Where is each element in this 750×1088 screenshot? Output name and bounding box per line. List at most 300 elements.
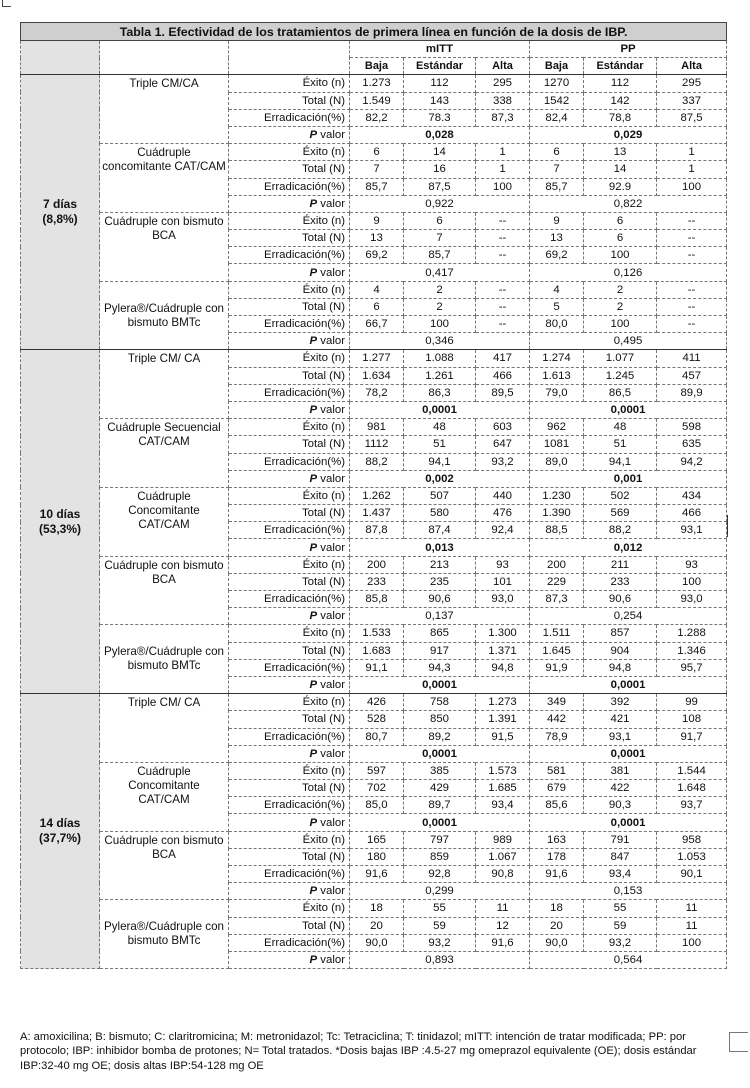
value-cell: 859 <box>404 848 476 865</box>
pvalue-pp: 0,029 <box>530 126 727 143</box>
value-cell: 11 <box>657 900 727 917</box>
metric-label: Total (N) <box>229 848 350 865</box>
metric-label: Total (N) <box>229 642 350 659</box>
value-cell: 7 <box>350 161 404 178</box>
value-cell: 581 <box>530 762 584 779</box>
value-cell: 92,8 <box>404 866 476 883</box>
value-cell: 989 <box>476 831 530 848</box>
value-cell: 1.277 <box>350 350 404 367</box>
metric-label: Erradicación(%) <box>229 316 350 333</box>
value-cell: 18 <box>350 900 404 917</box>
pvalue-word: valor <box>320 335 345 348</box>
value-cell: 758 <box>404 694 476 711</box>
value-cell: 85,7 <box>350 178 404 195</box>
dose-header: Alta <box>657 58 727 75</box>
pvalue-word: valor <box>320 679 345 692</box>
table-row <box>21 281 727 298</box>
value-cell: 90,8 <box>476 866 530 883</box>
value-cell: 86,3 <box>404 384 476 401</box>
value-cell: 100 <box>584 316 657 333</box>
value-cell: 1.371 <box>476 642 530 659</box>
value-cell: 59 <box>584 917 657 934</box>
value-cell: 1.634 <box>350 367 404 384</box>
value-cell: 213 <box>404 556 476 573</box>
value-cell: 87,3 <box>476 109 530 126</box>
metric-label: Erradicación(%) <box>229 866 350 883</box>
metric-label: Éxito (n) <box>229 762 350 779</box>
value-cell: 9 <box>530 212 584 229</box>
value-cell: 7 <box>530 161 584 178</box>
metric-label: Éxito (n) <box>229 281 350 298</box>
pvalue-label <box>229 264 350 281</box>
value-cell: 1.346 <box>657 642 727 659</box>
value-cell: 94,3 <box>404 659 476 676</box>
pvalue-pp: 0,001 <box>530 470 727 487</box>
value-cell: 865 <box>404 625 476 642</box>
table-row <box>21 75 727 92</box>
value-cell: 569 <box>584 505 657 522</box>
value-cell: 90,6 <box>404 591 476 608</box>
value-cell: 91,6 <box>530 866 584 883</box>
value-cell: 442 <box>530 711 584 728</box>
value-cell: 99 <box>657 694 727 711</box>
table-row <box>21 350 727 367</box>
metric-label: Erradicación(%) <box>229 178 350 195</box>
value-cell: 48 <box>404 419 476 436</box>
pvalue-mitt: 0,137 <box>350 608 530 625</box>
value-cell: 91,6 <box>476 934 530 951</box>
value-cell: -- <box>476 281 530 298</box>
value-cell: 1.511 <box>530 625 584 642</box>
value-cell: 235 <box>404 573 476 590</box>
value-cell: 1.067 <box>476 848 530 865</box>
value-cell: 466 <box>657 505 727 522</box>
pvalue-mitt: 0,922 <box>350 195 530 212</box>
metric-label: Éxito (n) <box>229 144 350 161</box>
value-cell: -- <box>657 247 727 264</box>
value-cell: 857 <box>584 625 657 642</box>
value-cell: 85,7 <box>404 247 476 264</box>
value-cell: 429 <box>404 780 476 797</box>
value-cell: 91,5 <box>476 728 530 745</box>
pvalue-p-letter: P <box>309 747 318 760</box>
period-header-blank <box>21 41 100 75</box>
value-cell: 1.261 <box>404 367 476 384</box>
pvalue-pp: 0,153 <box>530 883 727 900</box>
pvalue-mitt: 0,346 <box>350 333 530 350</box>
table-title: Tabla 1. Efectividad de los tratamientos de primera línea en función de la dosis de IBP. <box>21 23 727 41</box>
value-cell: 108 <box>657 711 727 728</box>
table-row <box>21 831 727 848</box>
value-cell: 233 <box>350 573 404 590</box>
pvalue-pp: 0,822 <box>530 195 727 212</box>
value-cell: 1.544 <box>657 762 727 779</box>
value-cell: 93,4 <box>584 866 657 883</box>
value-cell: 93,2 <box>584 934 657 951</box>
pvalue-word: valor <box>320 816 345 829</box>
table-row <box>21 900 727 917</box>
value-cell: 80,7 <box>350 728 404 745</box>
value-cell: 163 <box>530 831 584 848</box>
value-cell: 1.648 <box>657 780 727 797</box>
value-cell: 94,8 <box>476 659 530 676</box>
table-row <box>21 144 727 161</box>
value-cell: 87,8 <box>350 522 404 539</box>
group-header-row <box>21 41 727 58</box>
value-cell: 200 <box>350 556 404 573</box>
treatment-name: Triple CM/ CA <box>100 350 229 419</box>
value-cell: 18 <box>530 900 584 917</box>
value-cell: 78.3 <box>404 109 476 126</box>
pp-header: PP <box>530 41 727 58</box>
pvalue-mitt: 0,417 <box>350 264 530 281</box>
value-cell: 92,4 <box>476 522 530 539</box>
value-cell: 93,0 <box>476 591 530 608</box>
period-percentage: (37,7%) <box>38 831 82 846</box>
value-cell: 850 <box>404 711 476 728</box>
value-cell: 93 <box>476 556 530 573</box>
value-cell: 14 <box>404 144 476 161</box>
value-cell: 100 <box>657 573 727 590</box>
value-cell: 200 <box>530 556 584 573</box>
value-cell: 580 <box>404 505 476 522</box>
dose-header: Estándar <box>404 58 476 75</box>
pvalue-pp: 0,126 <box>530 264 727 281</box>
value-cell: 962 <box>530 419 584 436</box>
value-cell: 1.288 <box>657 625 727 642</box>
pvalue-label <box>229 195 350 212</box>
value-cell: 1.230 <box>530 487 584 504</box>
value-cell: 92.9 <box>584 178 657 195</box>
value-cell: 1.053 <box>657 848 727 865</box>
value-cell: 100 <box>657 178 727 195</box>
value-cell: 981 <box>350 419 404 436</box>
value-cell: 82,2 <box>350 109 404 126</box>
metric-label: Éxito (n) <box>229 419 350 436</box>
value-cell: 100 <box>404 316 476 333</box>
value-cell: 101 <box>476 573 530 590</box>
value-cell: 797 <box>404 831 476 848</box>
value-cell: 82,4 <box>530 109 584 126</box>
value-cell: 80,0 <box>530 316 584 333</box>
table-row <box>21 212 727 229</box>
metric-label: Éxito (n) <box>229 487 350 504</box>
value-cell: 85,8 <box>350 591 404 608</box>
metric-label: Éxito (n) <box>229 212 350 229</box>
value-cell: 87,5 <box>657 109 727 126</box>
value-cell: 1542 <box>530 92 584 109</box>
pvalue-mitt: 0,0001 <box>350 745 530 762</box>
metric-label: Total (N) <box>229 780 350 797</box>
value-cell: 1.273 <box>350 75 404 92</box>
value-cell: 702 <box>350 780 404 797</box>
value-cell: 90,0 <box>350 934 404 951</box>
pvalue-word: valor <box>320 404 345 417</box>
value-cell: 78,8 <box>584 109 657 126</box>
value-cell: 2 <box>584 298 657 315</box>
value-cell: 87,3 <box>530 591 584 608</box>
value-cell: 1.549 <box>350 92 404 109</box>
value-cell: 69,2 <box>350 247 404 264</box>
metric-label: Éxito (n) <box>229 350 350 367</box>
pvalue-pp: 0,495 <box>530 333 727 350</box>
treatment-name: Cuádruple con bismuto BCA <box>100 212 229 281</box>
value-cell: 88,5 <box>530 522 584 539</box>
pvalue-pp: 0,0001 <box>530 401 727 418</box>
footnote: A: amoxicilina; B: bismuto; C: claritromicina; M: metronidazol; Tc: Tetraciclina; T: tinidazol; mITT: intención de tratar modificada; PP: por protocolo; IBP: inhibidor bomba de protones; N= Total tratados. *Dosis bajas IBP :4.5-27 mg omeprazol equivalente (OE); dosis estándar IBP:32-40 mg OE; dosis altas IBP:54-128 mg OE <box>20 1031 697 1072</box>
pvalue-mitt: 0,299 <box>350 883 530 900</box>
metric-label: Éxito (n) <box>229 625 350 642</box>
treatment-name: Cuádruple Concomitante CAT/CAM <box>100 762 229 831</box>
metric-label: Erradicación(%) <box>229 522 350 539</box>
value-cell: -- <box>476 212 530 229</box>
value-cell: 904 <box>584 642 657 659</box>
value-cell: 417 <box>476 350 530 367</box>
value-cell: 211 <box>584 556 657 573</box>
value-cell: 93,4 <box>476 797 530 814</box>
value-cell: 93,1 <box>657 522 727 539</box>
dose-header: Alta <box>476 58 530 75</box>
treatment-name: Cuádruple Secuencial CAT/CAM <box>100 419 229 488</box>
pvalue-word: valor <box>320 541 345 554</box>
value-cell: -- <box>476 230 530 247</box>
value-cell: 1 <box>657 161 727 178</box>
margin-bar <box>727 515 728 537</box>
metric-label: Erradicación(%) <box>229 728 350 745</box>
value-cell: 1112 <box>350 436 404 453</box>
value-cell: 635 <box>657 436 727 453</box>
value-cell: 647 <box>476 436 530 453</box>
title-row <box>21 23 727 41</box>
pvalue-word: valor <box>320 197 345 210</box>
value-cell: 93,7 <box>657 797 727 814</box>
metric-label: Erradicación(%) <box>229 453 350 470</box>
metric-label: Éxito (n) <box>229 831 350 848</box>
pvalue-word: valor <box>320 747 345 760</box>
table-body <box>21 23 727 969</box>
value-cell: 87,4 <box>404 522 476 539</box>
pvalue-p-letter: P <box>309 129 318 142</box>
value-cell: 94,2 <box>657 453 727 470</box>
pvalue-mitt: 0,0001 <box>350 814 530 831</box>
value-cell: 94,1 <box>584 453 657 470</box>
value-cell: 1.533 <box>350 625 404 642</box>
value-cell: 1081 <box>530 436 584 453</box>
value-cell: -- <box>657 281 727 298</box>
dose-header: Estándar <box>584 58 657 75</box>
value-cell: 85,6 <box>530 797 584 814</box>
value-cell: 78,9 <box>530 728 584 745</box>
pvalue-label <box>229 401 350 418</box>
value-cell: 11 <box>657 917 727 934</box>
value-cell: -- <box>657 316 727 333</box>
value-cell: 1.437 <box>350 505 404 522</box>
treatment-name: Pylera®/Cuádruple con bismuto BMTc <box>100 281 229 350</box>
pvalue-mitt: 0,002 <box>350 470 530 487</box>
treatment-name: Cuádruple con bismuto BCA <box>100 556 229 625</box>
value-cell: 16 <box>404 161 476 178</box>
value-cell: 112 <box>584 75 657 92</box>
value-cell: 1.262 <box>350 487 404 504</box>
value-cell: 917 <box>404 642 476 659</box>
pvalue-pp: 0,0001 <box>530 745 727 762</box>
value-cell: 502 <box>584 487 657 504</box>
table-row <box>21 556 727 573</box>
pvalue-p-letter: P <box>309 610 318 623</box>
pvalue-p-letter: P <box>309 335 318 348</box>
value-cell: 466 <box>476 367 530 384</box>
table-row <box>21 625 727 642</box>
metric-label: Total (N) <box>229 367 350 384</box>
pvalue-p-letter: P <box>309 197 318 210</box>
value-cell: 6 <box>350 144 404 161</box>
value-cell: 93,0 <box>657 591 727 608</box>
pvalue-p-letter: P <box>309 954 318 967</box>
value-cell: 1.391 <box>476 711 530 728</box>
value-cell: 12 <box>476 917 530 934</box>
value-cell: 51 <box>404 436 476 453</box>
value-cell: 1.613 <box>530 367 584 384</box>
pvalue-mitt: 0,893 <box>350 951 530 968</box>
value-cell: 422 <box>584 780 657 797</box>
value-cell: 55 <box>404 900 476 917</box>
value-cell: 93,2 <box>476 453 530 470</box>
value-cell: 4 <box>350 281 404 298</box>
pvalue-p-letter: P <box>309 472 318 485</box>
value-cell: 337 <box>657 92 727 109</box>
metric-label: Éxito (n) <box>229 556 350 573</box>
value-cell: 55 <box>584 900 657 917</box>
value-cell: 295 <box>657 75 727 92</box>
pvalue-p-letter: P <box>309 885 318 898</box>
value-cell: 178 <box>530 848 584 865</box>
value-cell: 528 <box>350 711 404 728</box>
pvalue-p-letter: P <box>309 404 318 417</box>
value-cell: 86,5 <box>584 384 657 401</box>
value-cell: 411 <box>657 350 727 367</box>
value-cell: 6 <box>584 230 657 247</box>
pvalue-pp: 0,012 <box>530 539 727 556</box>
metric-label: Erradicación(%) <box>229 659 350 676</box>
pvalue-mitt: 0,028 <box>350 126 530 143</box>
pvalue-p-letter: P <box>309 266 318 279</box>
value-cell: 381 <box>584 762 657 779</box>
pvalue-label <box>229 951 350 968</box>
value-cell: 6 <box>584 212 657 229</box>
pvalue-p-letter: P <box>309 541 318 554</box>
pvalue-p-letter: P <box>309 816 318 829</box>
mitt-header: mITT <box>350 41 530 58</box>
value-cell: 385 <box>404 762 476 779</box>
pvalue-word: valor <box>320 472 345 485</box>
value-cell: 958 <box>657 831 727 848</box>
treatment-name: Pylera®/Cuádruple con bismuto BMTc <box>100 625 229 694</box>
treatment-name: Cuádruple con bismuto BCA <box>100 831 229 900</box>
value-cell: 1.274 <box>530 350 584 367</box>
metric-label: Total (N) <box>229 711 350 728</box>
value-cell: 48 <box>584 419 657 436</box>
pvalue-pp: 0,0001 <box>530 676 727 693</box>
value-cell: 1.088 <box>404 350 476 367</box>
treatment-name: Cuádruple Concomitante CAT/CAM <box>100 487 229 556</box>
value-cell: 233 <box>584 573 657 590</box>
value-cell: 9 <box>350 212 404 229</box>
value-cell: 440 <box>476 487 530 504</box>
metric-label: Éxito (n) <box>229 900 350 917</box>
table-row <box>21 419 727 436</box>
metric-label: Total (N) <box>229 505 350 522</box>
table-row <box>21 694 727 711</box>
value-cell: 180 <box>350 848 404 865</box>
value-cell: 90,0 <box>530 934 584 951</box>
value-cell: 100 <box>584 247 657 264</box>
value-cell: 89,9 <box>657 384 727 401</box>
metric-label: Total (N) <box>229 573 350 590</box>
pvalue-word: valor <box>320 885 345 898</box>
pvalue-pp: 0,0001 <box>530 814 727 831</box>
value-cell: 89,2 <box>404 728 476 745</box>
value-cell: 89,0 <box>530 453 584 470</box>
value-cell: 66,7 <box>350 316 404 333</box>
value-cell: 1.390 <box>530 505 584 522</box>
value-cell: 507 <box>404 487 476 504</box>
value-cell: 2 <box>404 298 476 315</box>
pvalue-label <box>229 333 350 350</box>
metric-label: Erradicación(%) <box>229 384 350 401</box>
value-cell: 85,0 <box>350 797 404 814</box>
metric-label: Éxito (n) <box>229 75 350 92</box>
value-cell: 1.645 <box>530 642 584 659</box>
value-cell: 78,2 <box>350 384 404 401</box>
metric-label: Erradicación(%) <box>229 591 350 608</box>
pvalue-pp: 0,564 <box>530 951 727 968</box>
value-cell: 598 <box>657 419 727 436</box>
value-cell: 143 <box>404 92 476 109</box>
value-cell: 88,2 <box>584 522 657 539</box>
value-cell: 597 <box>350 762 404 779</box>
value-cell: 392 <box>584 694 657 711</box>
metric-label: Éxito (n) <box>229 694 350 711</box>
pvalue-label <box>229 539 350 556</box>
value-cell: 1 <box>657 144 727 161</box>
value-cell: 91,9 <box>530 659 584 676</box>
value-cell: 93 <box>657 556 727 573</box>
treatment-name: Pylera®/Cuádruple con bismuto BMTc <box>100 900 229 969</box>
value-cell: 13 <box>584 144 657 161</box>
period-cell <box>21 694 100 969</box>
value-cell: -- <box>657 230 727 247</box>
pvalue-mitt: 0,0001 <box>350 401 530 418</box>
value-cell: -- <box>476 247 530 264</box>
period-percentage: (53,3%) <box>38 521 82 536</box>
value-cell: 90,3 <box>584 797 657 814</box>
value-cell: 1.245 <box>584 367 657 384</box>
value-cell: 91,6 <box>350 866 404 883</box>
period-label: 10 días <box>39 506 81 521</box>
value-cell: 6 <box>350 298 404 315</box>
value-cell: 1.573 <box>476 762 530 779</box>
value-cell: 349 <box>530 694 584 711</box>
pvalue-mitt: 0,013 <box>350 539 530 556</box>
value-cell: 14 <box>584 161 657 178</box>
metric-label: Total (N) <box>229 917 350 934</box>
pvalue-p-letter: P <box>309 679 318 692</box>
value-cell: 95,7 <box>657 659 727 676</box>
pvalue-label <box>229 126 350 143</box>
value-cell: 93,2 <box>404 934 476 951</box>
value-cell: 85,7 <box>530 178 584 195</box>
value-cell: 100 <box>476 178 530 195</box>
